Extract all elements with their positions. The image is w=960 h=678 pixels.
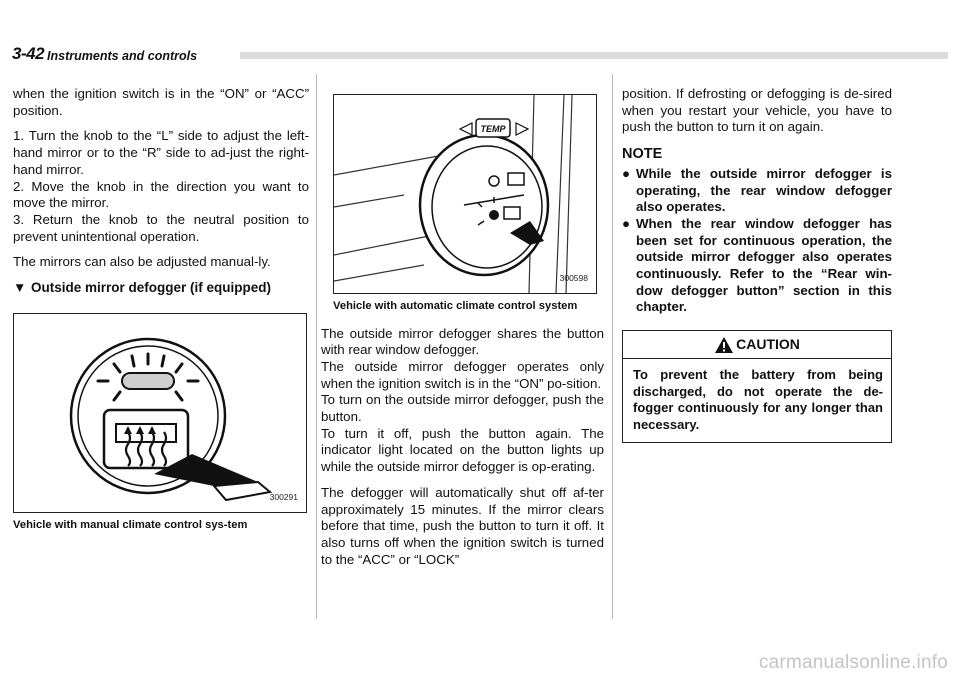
figure-caption-manual: Vehicle with manual climate control sys-tem [13, 518, 248, 531]
page-number: 3-42 [12, 44, 45, 63]
column-right [622, 86, 892, 443]
intro-text: when the ignition switch is in the “ON” or “ACC” position. [13, 86, 309, 118]
para-turn-on: To turn on the outside mirror defogger, push the button. [321, 392, 604, 425]
triangle-marker-icon: ▼ [13, 280, 27, 296]
note-title: NOTE [622, 146, 663, 163]
defogger-paragraph-1 [321, 326, 604, 476]
figure-code: 300598 [559, 273, 588, 284]
column-divider-left [316, 74, 317, 619]
manual-adjust-text: The mirrors can also be adjusted manual-ly. [13, 254, 271, 270]
temp-label: TEMP [480, 124, 506, 134]
bullet-icon: ● [622, 165, 631, 181]
step-3: 3. Return the knob to the neutral position to prevent unintentional operation. [13, 211, 309, 244]
note-item-2 [622, 216, 892, 316]
watermark: carmanualsonline.info [758, 652, 948, 673]
para-operates-only: The outside mirror defogger operates only when the ignition switch is in the “ON” po-sition. [321, 358, 604, 391]
caution-header [623, 331, 891, 359]
figure-caption-automatic: Vehicle with automatic climate control system [333, 300, 578, 312]
caution-text: To prevent the battery from being discharged, do not operate the de-fogger continuously for any longer than necessary. [633, 367, 883, 432]
figure-manual-climate [13, 313, 307, 513]
bullet-icon: ● [622, 215, 631, 231]
note-1-text: While the outside mirror defogger is operating, the rear window defogger also operates. [636, 165, 892, 215]
column-left [13, 86, 309, 532]
figure-code: 300291 [269, 492, 298, 503]
step-2: 2. Move the knob in the direction you want to move the mirror. [13, 178, 309, 211]
para-turn-off: To turn it off, push the button again. The indicator light located on the button lights up while the outside mirror defogger is op-erating. [321, 425, 604, 475]
column-divider-right [612, 74, 613, 619]
subheading-outside-mirror-defogger [13, 280, 309, 297]
caution-box [622, 330, 892, 443]
warning-triangle-icon [714, 336, 734, 354]
caution-title: CAUTION [736, 336, 800, 353]
note-2-text: When the rear window defogger has been set for continuous operation, the outside mirror defogger also operates continuously. Refer to the “Rear win-dow defogger button” section in this chapter. [636, 215, 892, 315]
header-rule [240, 52, 948, 59]
subheading-text: Outside mirror defogger (if equipped) [31, 280, 272, 296]
para-shares-button: The outside mirror defogger shares the button with rear window defogger. [321, 325, 604, 358]
defogger-button-automatic-illustration [334, 95, 596, 293]
figure-automatic-climate [333, 94, 597, 294]
page-header [12, 44, 197, 64]
defogger-button-manual-illustration [14, 314, 306, 512]
column-middle [321, 86, 604, 577]
continuation-text: position. If defrosting or defogging is de-sired when you restart your vehicle, you have to push the button to turn it on again. [622, 86, 892, 135]
defogger-paragraph-2: The defogger will automatically shut off af-ter approximately 15 minutes. If the mirror clears before that time, push the button to turn it off. It also turns off when the ignition switch is turned to the “ACC” or “LOCK” [321, 484, 604, 567]
step-1: 1. Turn the knob to the “L” side to adjust the left-hand mirror or to the “R” side to ad-just the right-hand mirror. [13, 128, 309, 177]
section-title: Instruments and controls [47, 49, 198, 63]
note-item-1 [622, 166, 892, 216]
